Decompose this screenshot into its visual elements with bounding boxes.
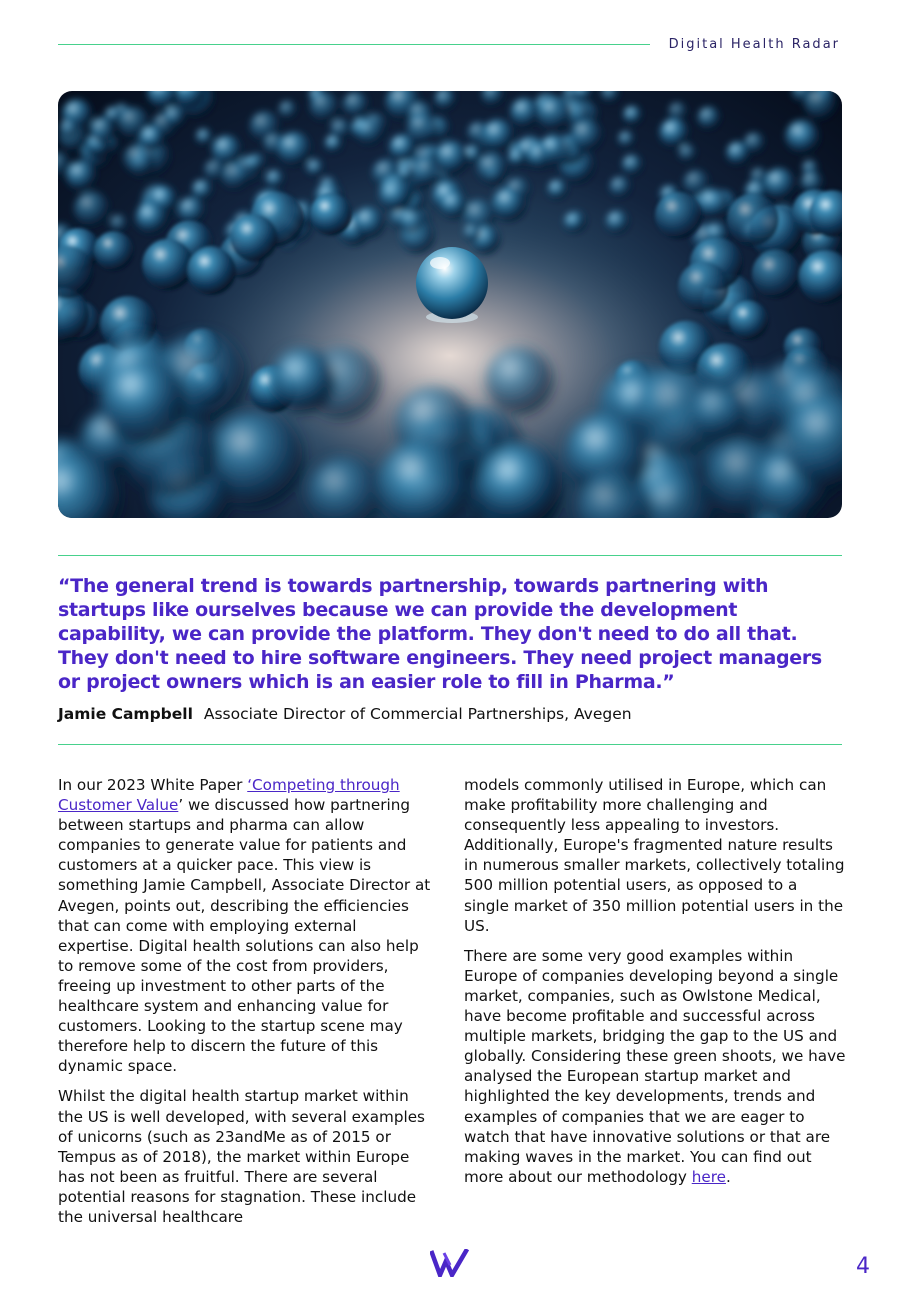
body-text: There are some very good examples within Europe of companies developing beyond a single market, companies, such as Owlstone Medical, have become profitable and successful across multiple markets, bridging the gap to the US and globally. Considering these green shoots, we have analysed the European startup market and highlighted the key developments, trends and examples of companies that we are eager to watch that have innovative solutions or that are making waves in the market. You can find out more about our methodology: [464, 946, 846, 1186]
quote-top-rule: [58, 555, 842, 556]
body-text: .: [725, 1167, 731, 1186]
body-text: In our 2023 White Paper: [58, 776, 248, 794]
body-text: ’ we discussed how partnering between startups and pharma can allow companies to generate value for patients and customers at a quicker pace. This view is something Jamie Campbell, Associate Director at Avegen, points out, describing the efficiencies that can come with employing external expertise. Digital health solutions can also help to remove some of the cost from providers, freeing up investment to other parts of the healthcare system and enhancing value for customers. Looking to the startup scene may therefore help to discern the future of this dynamic space.: [58, 796, 431, 1076]
body-paragraph: [464, 946, 846, 1187]
body-column-left: [58, 775, 434, 1237]
body-paragraph: Whilst the digital health startup market within the US is well developed, with several examples of unicorns (such as 23andMe as of 2015 or Tempus as of 2018), the market within Europe has not been as fruitful. There are several potential reasons for stagnation. These include the universal healthcare: [58, 1087, 425, 1226]
publication-title: Digital Health Radar: [668, 37, 840, 52]
hero-image: [58, 91, 842, 518]
body-column-right: [464, 775, 846, 1197]
quote-author-name: Jamie Campbell: [58, 705, 193, 723]
quote-author-title: Associate Director of Commercial Partnerships, Avegen: [203, 705, 632, 723]
body-paragraph: models commonly utilised in Europe, which can make profitability more challenging and consequently less appealing to investors. Additionally, Europe's fragmented nature results in numerous smaller markets, collectively totaling 500 million potential users, as opposed to a single market of 350 million potential users in the US.: [464, 776, 845, 935]
white-paper-link[interactable]: ‘Competing through Customer Value: [58, 776, 400, 815]
page-number: 4: [856, 1254, 870, 1279]
methodology-link[interactable]: here: [691, 1167, 726, 1186]
body-paragraph: [58, 775, 434, 1076]
header-rule: [58, 44, 650, 45]
quote-attribution: [58, 704, 842, 724]
brand-w-logo-icon: [430, 1249, 470, 1277]
quote-bottom-rule: [58, 744, 842, 745]
pull-quote: “The general trend is towards partnership, towards partnering with startups like ourselves because we can provide the development capability, we can provide the platform. They don't need to do all that. They don't need to hire software engineers. They need project managers or project owners which is an easier role to fill in Pharma.”: [58, 575, 822, 693]
